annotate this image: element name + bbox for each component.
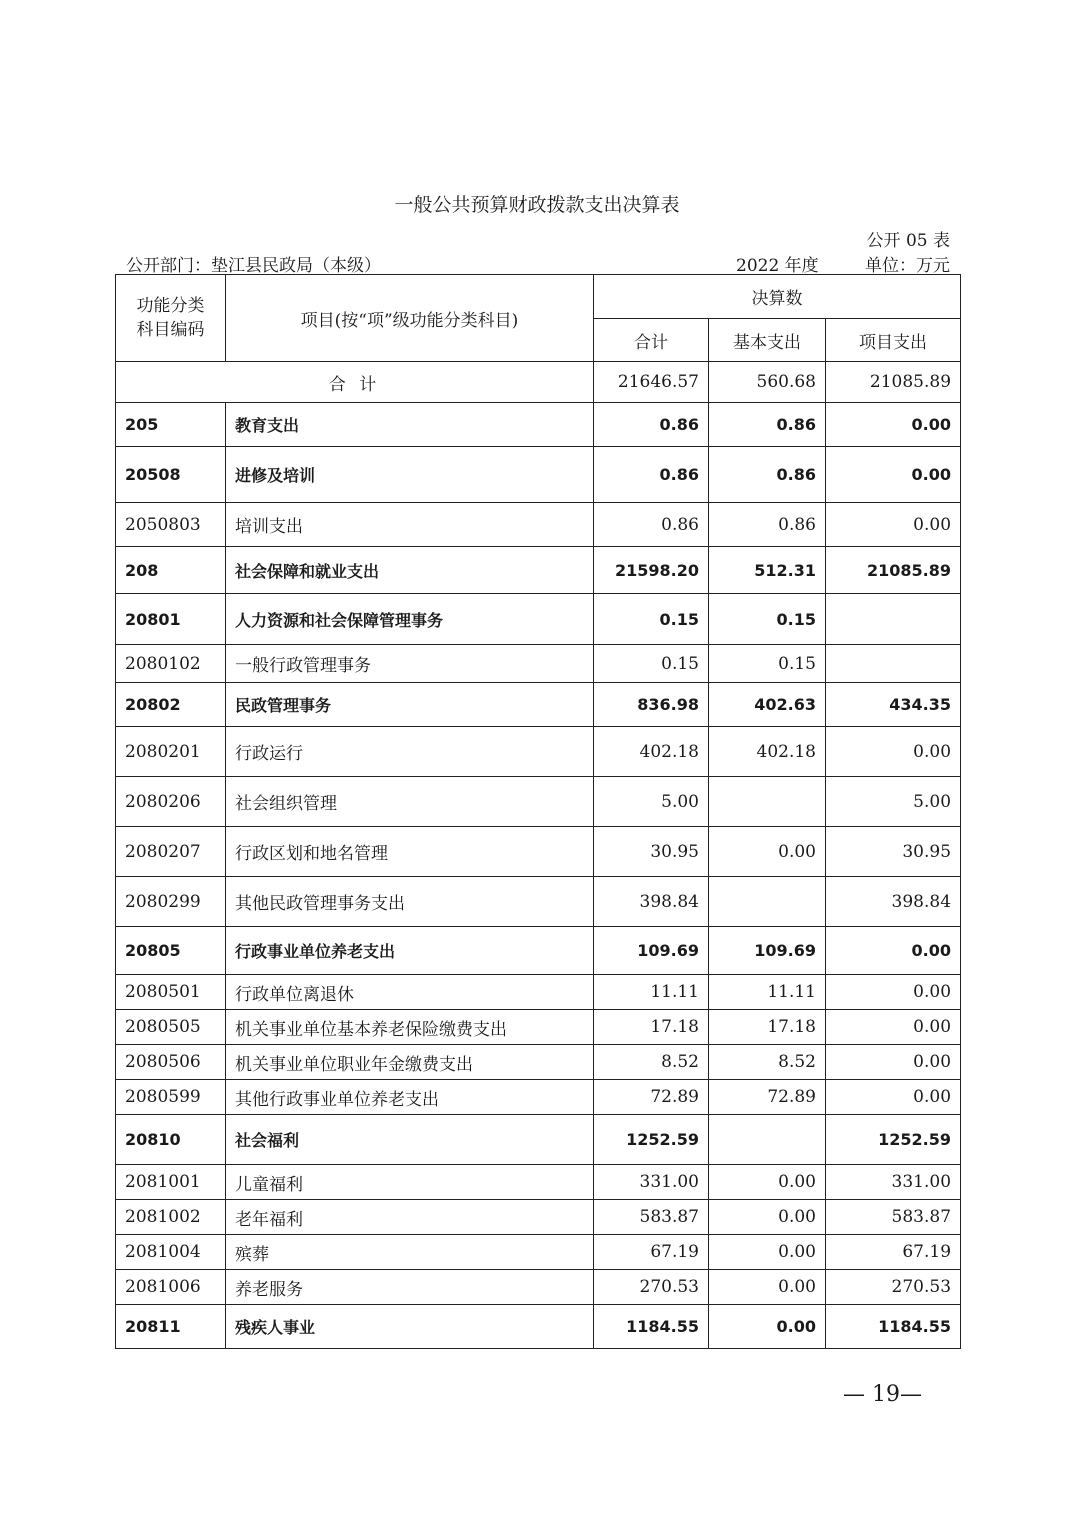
row-basic: 72.89 [709, 1080, 826, 1115]
table-row [116, 827, 961, 877]
header-code: 功能分类 科目编码 [116, 275, 226, 362]
row-project: 331.00 [826, 1165, 961, 1200]
row-basic: 512.31 [709, 547, 826, 594]
row-name: 进修及培训 [226, 447, 594, 503]
row-code: 20810 [116, 1115, 226, 1165]
row-name: 其他行政事业单位养老支出 [226, 1080, 594, 1115]
summary-total: 21646.57 [594, 362, 709, 403]
row-code: 2080599 [116, 1080, 226, 1115]
department-label: 公开部门：垫江县民政局（本级） [126, 256, 381, 276]
unit-label: 单位：万元 [865, 256, 950, 276]
row-basic: 0.00 [709, 827, 826, 877]
row-name: 社会福利 [226, 1115, 594, 1165]
row-basic [709, 1115, 826, 1165]
row-code: 2080501 [116, 975, 226, 1010]
row-total: 21598.20 [594, 547, 709, 594]
row-basic [709, 877, 826, 927]
table-row [116, 503, 961, 547]
table-row [116, 1305, 961, 1349]
row-total: 0.86 [594, 503, 709, 547]
row-total: 72.89 [594, 1080, 709, 1115]
row-code: 2080206 [116, 777, 226, 827]
row-project: 21085.89 [826, 547, 961, 594]
page-title: 一般公共预算财政拨款支出决算表 [394, 194, 680, 216]
row-name: 行政运行 [226, 727, 594, 777]
row-code: 2080505 [116, 1010, 226, 1045]
table-row [116, 1270, 961, 1305]
row-project: 0.00 [826, 1045, 961, 1080]
row-project: 1252.59 [826, 1115, 961, 1165]
row-basic [709, 777, 826, 827]
row-basic: 0.00 [709, 1200, 826, 1235]
table-number: 公开 05 表 [866, 231, 950, 251]
row-name: 儿童福利 [226, 1165, 594, 1200]
row-name: 机关事业单位基本养老保险缴费支出 [226, 1010, 594, 1045]
table-row [116, 645, 961, 683]
row-project [826, 594, 961, 645]
table-body [116, 362, 961, 1349]
row-basic: 8.52 [709, 1045, 826, 1080]
row-name: 行政区划和地名管理 [226, 827, 594, 877]
row-code: 2080102 [116, 645, 226, 683]
row-total: 836.98 [594, 683, 709, 727]
header-total: 合计 [594, 319, 709, 362]
row-name: 行政事业单位养老支出 [226, 927, 594, 975]
row-basic: 0.00 [709, 1165, 826, 1200]
row-basic: 0.86 [709, 503, 826, 547]
row-total: 11.11 [594, 975, 709, 1010]
row-name: 养老服务 [226, 1270, 594, 1305]
row-basic: 0.15 [709, 594, 826, 645]
row-code: 20802 [116, 683, 226, 727]
row-project: 434.35 [826, 683, 961, 727]
row-code: 2081002 [116, 1200, 226, 1235]
table-row [116, 975, 961, 1010]
row-name: 人力资源和社会保障管理事务 [226, 594, 594, 645]
row-code: 2080506 [116, 1045, 226, 1080]
row-basic: 402.63 [709, 683, 826, 727]
row-code: 2080201 [116, 727, 226, 777]
row-total: 0.15 [594, 594, 709, 645]
row-project: 0.00 [826, 1080, 961, 1115]
table-row [116, 447, 961, 503]
table-row [116, 927, 961, 975]
table-row [116, 727, 961, 777]
row-name: 殡葬 [226, 1235, 594, 1270]
row-project: 270.53 [826, 1270, 961, 1305]
row-name: 教育支出 [226, 403, 594, 447]
row-total: 1252.59 [594, 1115, 709, 1165]
row-project: 0.00 [826, 503, 961, 547]
row-name: 机关事业单位职业年金缴费支出 [226, 1045, 594, 1080]
row-project: 0.00 [826, 727, 961, 777]
row-project: 398.84 [826, 877, 961, 927]
row-name: 老年福利 [226, 1200, 594, 1235]
row-project: 0.00 [826, 1010, 961, 1045]
row-basic: 17.18 [709, 1010, 826, 1045]
row-total: 8.52 [594, 1045, 709, 1080]
page-number: — 19— [843, 1382, 922, 1407]
table-row [116, 777, 961, 827]
row-name: 民政管理事务 [226, 683, 594, 727]
row-code: 20805 [116, 927, 226, 975]
table-row [116, 1080, 961, 1115]
row-name: 社会组织管理 [226, 777, 594, 827]
table-row [116, 403, 961, 447]
row-basic: 0.00 [709, 1305, 826, 1349]
row-project: 0.00 [826, 447, 961, 503]
row-total: 1184.55 [594, 1305, 709, 1349]
row-total: 30.95 [594, 827, 709, 877]
header-actual: 决算数 [594, 275, 961, 319]
row-code: 208 [116, 547, 226, 594]
row-code: 2081001 [116, 1165, 226, 1200]
summary-label: 合 计 [116, 362, 594, 403]
table-row [116, 547, 961, 594]
summary-project: 21085.89 [826, 362, 961, 403]
row-code: 205 [116, 403, 226, 447]
row-project: 1184.55 [826, 1305, 961, 1349]
row-basic: 402.18 [709, 727, 826, 777]
row-project: 583.87 [826, 1200, 961, 1235]
row-project: 0.00 [826, 975, 961, 1010]
row-total: 402.18 [594, 727, 709, 777]
budget-table [115, 274, 961, 1349]
table-row [116, 877, 961, 927]
row-name: 一般行政管理事务 [226, 645, 594, 683]
row-basic: 0.00 [709, 1235, 826, 1270]
row-code: 20508 [116, 447, 226, 503]
summary-basic: 560.68 [709, 362, 826, 403]
row-name: 残疾人事业 [226, 1305, 594, 1349]
row-basic: 0.00 [709, 1270, 826, 1305]
row-basic: 0.86 [709, 403, 826, 447]
row-total: 0.15 [594, 645, 709, 683]
row-project: 67.19 [826, 1235, 961, 1270]
table-row [116, 1165, 961, 1200]
table-row [116, 594, 961, 645]
row-total: 17.18 [594, 1010, 709, 1045]
row-basic: 0.15 [709, 645, 826, 683]
table-row [116, 1010, 961, 1045]
row-code: 2081006 [116, 1270, 226, 1305]
table-row [116, 1045, 961, 1080]
header-item: 项目(按“项”级功能分类科目) [226, 275, 594, 362]
row-basic: 11.11 [709, 975, 826, 1010]
summary-row [116, 362, 961, 403]
row-project: 0.00 [826, 403, 961, 447]
row-total: 331.00 [594, 1165, 709, 1200]
row-basic: 0.86 [709, 447, 826, 503]
row-project: 30.95 [826, 827, 961, 877]
row-project: 5.00 [826, 777, 961, 827]
row-name: 行政单位离退休 [226, 975, 594, 1010]
row-total: 398.84 [594, 877, 709, 927]
fiscal-year: 2022 年度 [736, 256, 819, 276]
row-basic: 109.69 [709, 927, 826, 975]
table-row [116, 1115, 961, 1165]
row-name: 社会保障和就业支出 [226, 547, 594, 594]
row-total: 109.69 [594, 927, 709, 975]
table-row [116, 1235, 961, 1270]
table-row [116, 683, 961, 727]
row-total: 5.00 [594, 777, 709, 827]
row-code: 20811 [116, 1305, 226, 1349]
header-project: 项目支出 [826, 319, 961, 362]
row-code: 20801 [116, 594, 226, 645]
row-total: 0.86 [594, 403, 709, 447]
header-basic: 基本支出 [709, 319, 826, 362]
row-project: 0.00 [826, 927, 961, 975]
row-name: 培训支出 [226, 503, 594, 547]
row-name: 其他民政管理事务支出 [226, 877, 594, 927]
row-code: 2081004 [116, 1235, 226, 1270]
row-total: 67.19 [594, 1235, 709, 1270]
row-total: 270.53 [594, 1270, 709, 1305]
row-code: 2080299 [116, 877, 226, 927]
row-code: 2050803 [116, 503, 226, 547]
row-total: 583.87 [594, 1200, 709, 1235]
row-total: 0.86 [594, 447, 709, 503]
row-code: 2080207 [116, 827, 226, 877]
row-project [826, 645, 961, 683]
table-row [116, 1200, 961, 1235]
